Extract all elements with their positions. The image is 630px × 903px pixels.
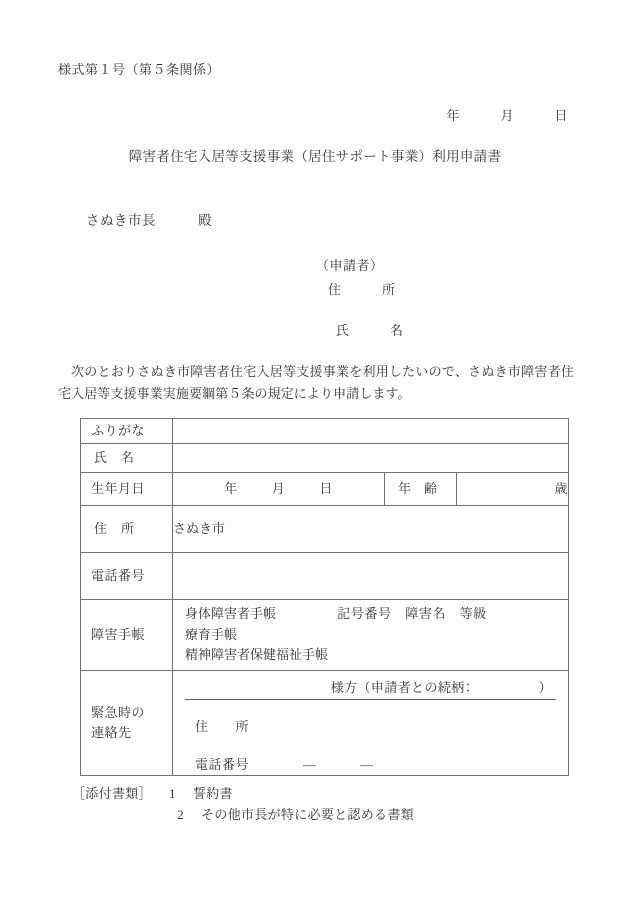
age-label: 年 齢 xyxy=(398,481,438,497)
name-label-cell xyxy=(81,444,173,473)
handbook-option-physical[interactable] xyxy=(185,604,568,625)
handbook-input-cell[interactable] xyxy=(173,600,569,671)
table-row-name xyxy=(81,444,569,473)
table-row-emergency-contact xyxy=(81,670,569,775)
attachment-item-2 xyxy=(72,804,414,825)
birthdate-input-cell[interactable] xyxy=(173,473,385,506)
applicant-name-label: 氏 名 xyxy=(336,323,404,338)
table-row-birthdate xyxy=(81,473,569,506)
attachment-text-1: 誓約書 xyxy=(192,786,233,801)
emergency-address-label: 住 所 xyxy=(195,718,250,734)
applicant-heading: （申請者） xyxy=(316,258,384,273)
emergency-relation-field[interactable]: 様方（申請者との続柄： ） xyxy=(185,678,556,701)
name-label: 氏 名 xyxy=(94,450,135,466)
name-input-cell[interactable] xyxy=(173,444,569,473)
age-label-cell xyxy=(385,473,457,506)
attachment-text-2: その他市長が特に必要と認める書類 xyxy=(201,807,414,823)
address-label: 住 所 xyxy=(94,521,135,537)
furigana-label-cell xyxy=(81,419,173,444)
age-unit: 歳 xyxy=(554,481,569,497)
handbook-options xyxy=(173,600,568,670)
birthdate-label-cell xyxy=(81,473,173,506)
emergency-input-cell[interactable] xyxy=(173,670,569,775)
handbook-option-rehabilitation[interactable]: 療育手帳 xyxy=(185,626,238,642)
emergency-telephone-dash-1: ― xyxy=(302,756,317,772)
form-code: 様式第１号（第５条関係） xyxy=(58,62,221,77)
emergency-telephone-dash-2: ― xyxy=(360,756,374,772)
attachment-item-1 xyxy=(72,783,414,804)
date-line: 年 月 日 xyxy=(446,108,568,123)
telephone-input-cell[interactable] xyxy=(173,553,569,600)
attachments-label: ［添付書類］ xyxy=(72,786,152,801)
addressee: さぬき市長 殿 xyxy=(86,213,212,228)
applicant-info-table xyxy=(80,418,569,776)
applicant-address-label: 住 所 xyxy=(328,281,396,297)
handbook-option-mental[interactable]: 精神障害者保健福祉手帳 xyxy=(185,647,329,663)
age-input-cell[interactable] xyxy=(457,473,569,506)
attachment-number-2: 2 xyxy=(177,807,184,823)
birth-year-unit: 年 xyxy=(224,481,238,497)
birth-month-unit: 月 xyxy=(271,481,286,497)
page-title: 障害者住宅入居等支援事業（居住サポート事業）利用申請書 xyxy=(128,149,502,164)
emergency-fields xyxy=(173,671,568,775)
emergency-telephone-label: 電話番号 xyxy=(195,756,250,772)
emergency-label-line2: 連絡先 xyxy=(91,724,132,740)
emergency-label-line1: 緊急時の xyxy=(91,705,146,721)
attachment-number-1: 1 xyxy=(168,786,176,801)
telephone-label-cell xyxy=(81,553,173,600)
furigana-input-cell[interactable] xyxy=(173,419,569,444)
table-row-telephone xyxy=(81,553,569,600)
handbook-option-physical-label: 身体障害者手帳 xyxy=(185,606,277,621)
birthdate-units xyxy=(173,479,384,499)
table-row-address xyxy=(81,506,569,553)
table-row-handbook xyxy=(81,600,569,671)
emergency-label-cell xyxy=(81,670,173,775)
handbook-label-cell xyxy=(81,600,173,671)
address-input-cell[interactable]: さぬき市 xyxy=(173,506,569,553)
emergency-telephone-field[interactable] xyxy=(195,755,374,775)
table-row-furigana xyxy=(81,419,569,444)
birthdate-label: 生年月日 xyxy=(91,481,146,497)
address-label-cell xyxy=(81,506,173,553)
telephone-label: 電話番号 xyxy=(91,568,146,584)
birth-day-unit: 日 xyxy=(319,481,333,497)
attachments-section xyxy=(72,783,414,826)
furigana-label: ふりがな xyxy=(91,423,146,439)
handbook-column-headers: 記号番号 障害名 等級 xyxy=(337,606,487,621)
applicant-block xyxy=(316,256,404,341)
handbook-label: 障害手帳 xyxy=(91,627,146,643)
body-paragraph: 次のとおりさぬき市障害者住宅入居等支援事業を利用したいので、さぬき市障害者住宅入居等支援事業実施要綱第５条の規定により申請します。 xyxy=(58,364,574,402)
